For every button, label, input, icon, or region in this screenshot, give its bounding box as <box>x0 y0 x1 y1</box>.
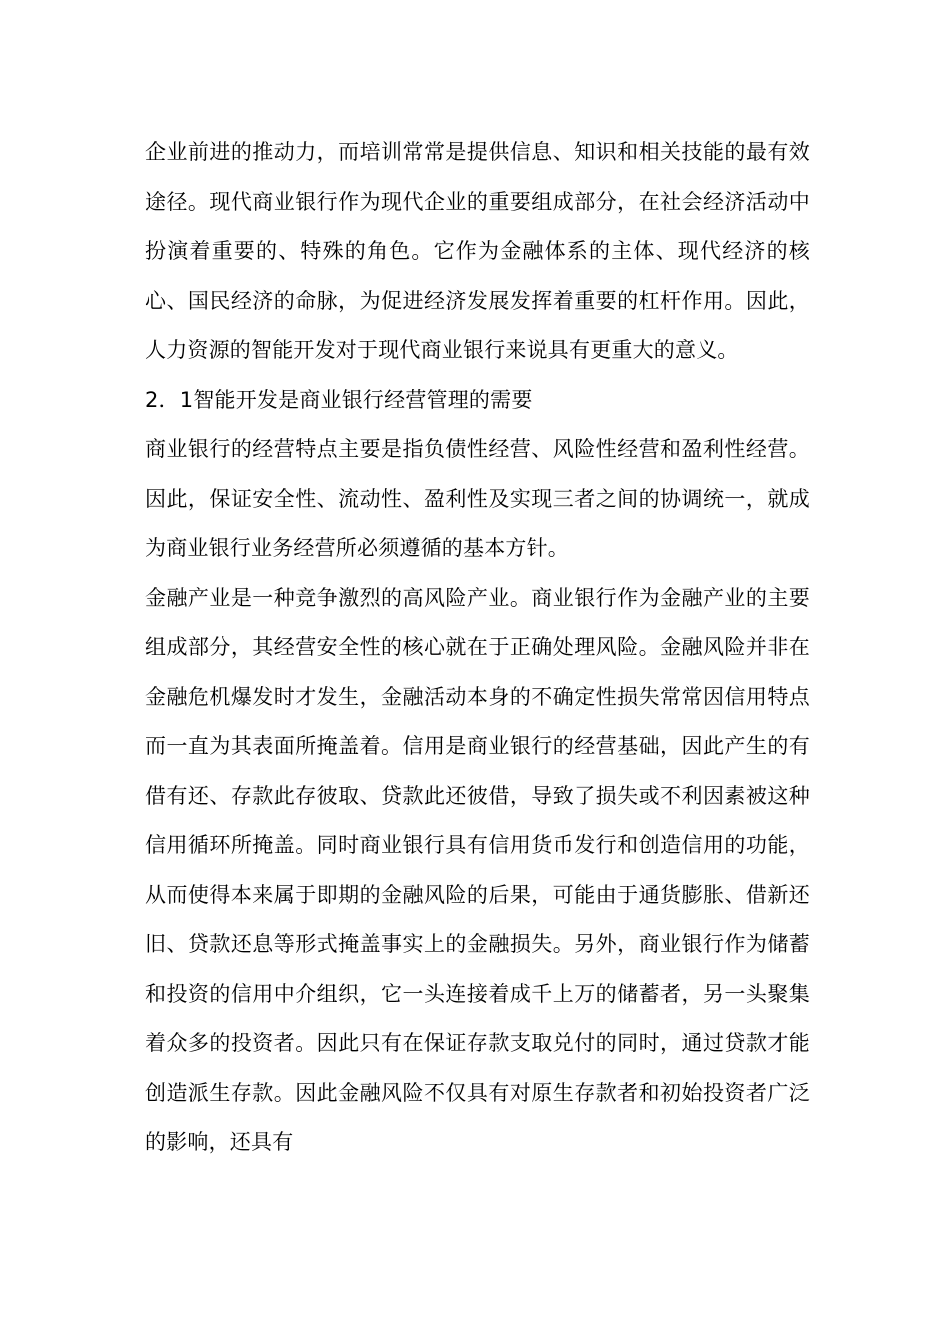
paragraph-intro: 企业前进的推动力，而培训常常是提供信息、知识和相关技能的最有效途径。现代商业银行作为现代企业的重要组成部分，在社会经济活动中扮演着重要的、特殊的角色。它作为金融体系的主体、现代经济的核心、国民经济的命脉，为促进经济发展发挥着重要的杠杆作用。因此，人力资源的智能开发对于现代商业银行来说具有更重大的意义。 <box>145 140 810 362</box>
paragraph-operating-features: 商业银行的经营特点主要是指负债性经营、风险性经营和盈利性经营。因此，保证安全性、流动性、盈利性及实现三者之间的协调统一，就成为商业银行业务经营所必须遵循的基本方针。 <box>145 437 810 560</box>
document-body <box>145 128 810 1168</box>
section-heading-2-1: 2．1智能开发是商业银行经营管理的需要 <box>145 387 533 412</box>
paragraph-financial-risk: 金融产业是一种竞争激烈的高风险产业。商业银行作为金融产业的主要组成部分，其经营安全性的核心就在于正确处理风险。金融风险并非在金融危机爆发时才发生，金融活动本身的不确定性损失常常因信用特点而一直为其表面所掩盖着。信用是商业银行的经营基础，因此产生的有借有还、存款此存彼取、贷款此还彼借，导致了损失或不利因素被这种信用循环所掩盖。同时商业银行具有信用货币发行和创造信用的功能，从而使得本来属于即期的金融风险的后果，可能由于通货膨胀、借新还旧、贷款还息等形式掩盖事实上的金融损失。另外，商业银行作为储蓄和投资的信用中介组织，它一头连接着成千上万的储蓄者，另一头聚集着众多的投资者。因此只有在保证存款支取兑付的同时，通过贷款才能创造派生存款。因此金融风险不仅具有对原生存款者和初始投资者广泛的影响，还具有 <box>145 585 810 1154</box>
